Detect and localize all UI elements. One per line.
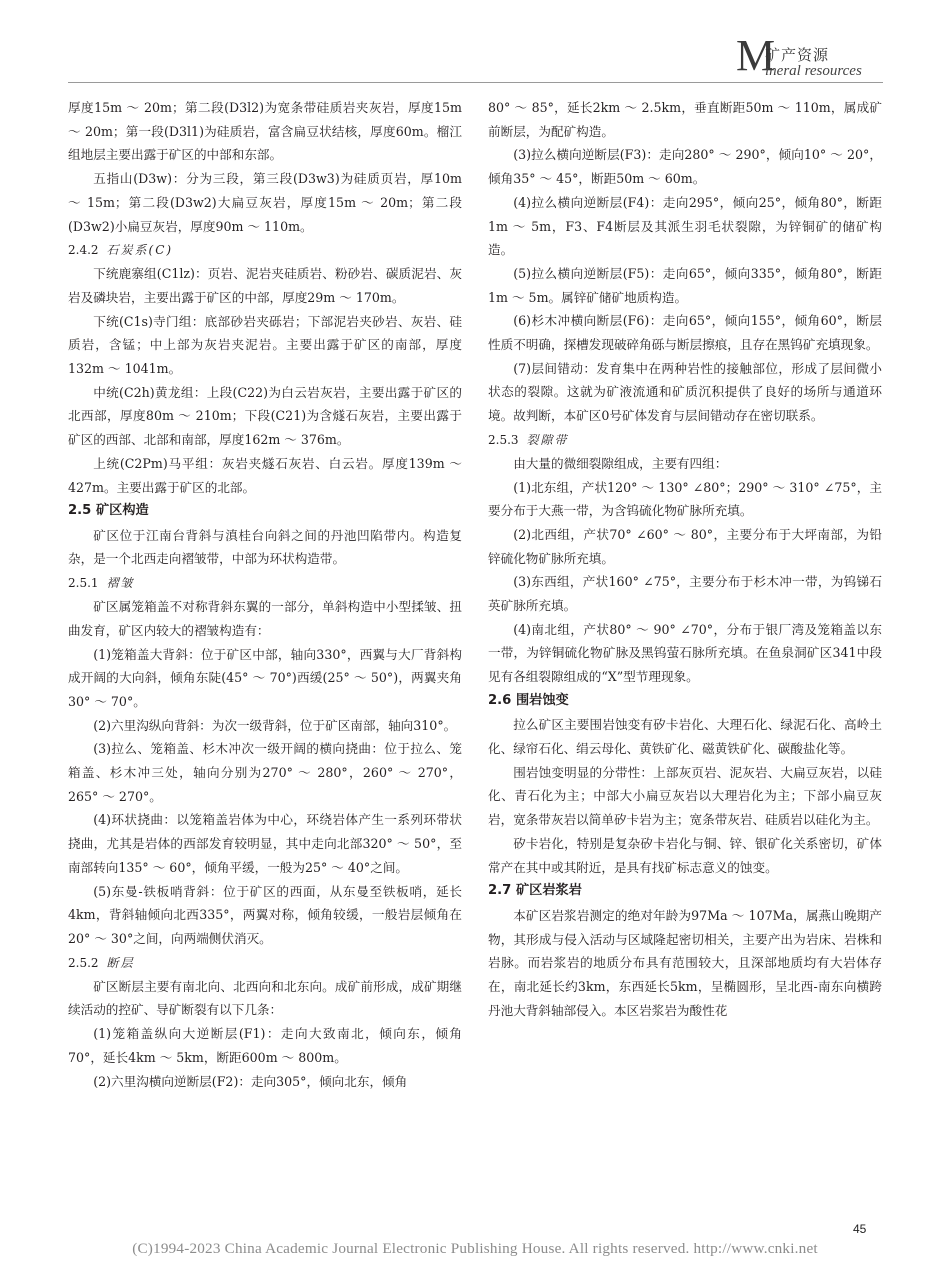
paragraph: (4)南北组，产状80° ～ 90° ∠70°，分布于银厂湾及笼箱盖以东一带，为锌铜硫化物矿脉及黑钨萤石脉所充填。在鱼泉洞矿区341中段见有各组裂隙组成的“X”型节理现象。: [488, 621, 882, 685]
subsection-title: 褶皱: [106, 576, 135, 591]
paragraph: 矿区属笼箱盖不对称背斜东翼的一部分，单斜构造中小型揉皱、扭曲发育，矿区内较大的褶皱构造有：: [68, 599, 462, 638]
right-column: [488, 96, 882, 1022]
logo-letter-m: M: [736, 31, 776, 80]
paragraph: 下统鹿寨组(C1lz)：页岩、泥岩夹硅质岩、粉砂岩、碳质泥岩、灰岩及磷块岩，主要出露于矿区的中部，厚度29m ～ 170m。: [68, 266, 462, 305]
subsection-number: 2.5.3: [488, 432, 519, 447]
paragraph: (2)六里沟横向逆断层(F2)：走向305°，倾向北东，倾角: [93, 1073, 408, 1089]
subsection-heading: [68, 951, 462, 975]
paragraph: 中统(C2h)黄龙组：上段(C22)为白云岩灰岩，主要出露于矿区的北西部，厚度80m ～ 210m；下段(C21)为含燧石灰岩，主要出露于矿区的西部、北部和南部，厚度162m ～ 376m。: [68, 384, 462, 448]
paragraph: (6)杉木冲横向断层(F6)：走向65°，倾向155°，倾角60°，断层性质不明确，探槽发现破碎角砾与断层擦痕，且存在黑钨矿充填现象。: [488, 313, 882, 353]
page-number: 45: [853, 1222, 867, 1236]
paragraph: (4)拉么横向逆断层(F4)：走向295°，倾向25°，倾角80°，断距1m ～ 5m，F3、F4断层及其派生羽毛状裂隙，为锌铜矿的储矿构造。: [488, 194, 882, 258]
paragraph: 上统(C2Pm)马平组：灰岩夹燧石灰岩、白云岩。厚度139m ～ 427m。主要出露于矿区的北部。: [68, 455, 462, 495]
paragraph: (7)层间错动：发育集中在两种岩性的接触部位，形成了层间微小状态的裂隙。这就为矿液流通和矿质沉积提供了良好的场所与通道环境。故判断，本矿区0号矿体发育与层间错动存在密切联系。: [488, 360, 882, 424]
copyright-footer: (C)1994-2023 China Academic Journal Electronic Publishing House. All rights reserved. http://www.cnki.net: [132, 1240, 818, 1257]
section-heading: 2.5 矿区构造: [68, 503, 149, 519]
paragraph: 本矿区岩浆岩测定的绝对年龄为97Ma ～ 107Ma，属燕山晚期产物，其形成与侵入活动与区域隆起密切相关，主要产出为岩床、岩株和岩脉。而岩浆岩的地质分布具有范围较大，且深部地质均有大岩体存在，南北延长约3km，东西延长5km，呈椭圆形，呈北西-南东向横跨丹池大背斜轴部侵入。本区岩浆岩为酸性花: [488, 907, 882, 1018]
subsection-title: 断层: [106, 955, 135, 970]
paragraph: 由大量的微细裂隙组成，主要有四组：: [513, 455, 728, 471]
subsection-heading: [68, 571, 462, 595]
header-divider: [68, 82, 883, 83]
paragraph: (1)笼箱盖大背斜：位于矿区中部，轴向330°，西翼与大厂背斜构成开阔的大向斜，倾角东陡(45° ～ 70°)西缓(25° ～ 50°)，两翼夹角30° ～ 70°。: [68, 646, 462, 709]
paragraph: (3)拉么横向逆断层(F3)：走向280° ～ 290°，倾向10° ～ 20°，倾角35° ～ 45°，断距50m ～ 60m。: [488, 147, 882, 187]
logo-english-title: ineral resources: [765, 63, 862, 79]
paragraph: (3)东西组，产状160° ∠75°，主要分布于杉木冲一带，为钨锑石英矿脉所充填。: [488, 574, 882, 614]
subsection-heading: [68, 238, 462, 262]
subsection-number: 2.4.2: [68, 243, 99, 258]
paragraph: (5)东曼-铁板哨背斜：位于矿区的西面，从东曼至铁板哨，延长4km，背斜轴倾向北西335°，两翼对称，倾角较缓，一般岩层倾角在20° ～ 30°之间，向两端侧伏消灭。: [68, 883, 462, 946]
subsection-title: 石炭系(C): [106, 243, 174, 258]
logo-chinese-title: 矿产资源: [765, 46, 830, 64]
paragraph: 厚度15m ～ 20m；第二段(D3l2)为宽条带硅质岩夹灰岩，厚度15m ～ 20m；第一段(D3l1)为硅质岩，富含扁豆状结核，厚度60m。榴江组地层主要出露于矿区的中部和东部。: [68, 100, 462, 163]
paragraph: 矿区位于江南台背斜与滇桂台向斜之间的丹池凹陷带内。构造复杂，是一个北西走向褶皱带，中部为环状构造带。: [68, 527, 462, 567]
paragraph: 围岩蚀变明显的分带性：上部灰页岩、泥灰岩、大扁豆灰岩，以硅化、青石化为主；中部大小扁豆灰岩以大理岩化为主；下部小扁豆灰岩，宽条带灰岩以简单矽卡岩为主；宽条带灰岩、硅质岩以硅化为主。: [488, 764, 882, 828]
paragraph: 拉么矿区主要围岩蚀变有矽卡岩化、大理石化、绿泥石化、高岭土化、绿帘石化、绢云母化、黄铁矿化、磁黄铁矿化、碳酸盐化等。: [488, 717, 882, 757]
subsection-number: 2.5.1: [68, 576, 99, 591]
paragraph: 五指山(D3w)：分为三段，第三段(D3w3)为硅质页岩，厚10m ～ 15m；第二段(D3w2)大扁豆灰岩，厚度15m ～ 20m；第二段(D3w2)小扁豆灰岩，厚度90m ～ 110m。: [68, 171, 462, 234]
paragraph: (2)北西组，产状70° ∠60° ～ 80°，主要分布于大坪南部，为铅锌硫化物矿脉所充填。: [488, 526, 882, 566]
paragraph: (4)环状挠曲：以笼箱盖岩体为中心，环绕岩体产生一系列环带状挠曲，尤其是岩体的西部发育较明显，其中走向北部320° ～ 50°，至南部转向135° ～ 60°，倾角平缓，一般为25° ～ 40°之间。: [68, 812, 462, 875]
subsection-number: 2.5.2: [68, 955, 99, 970]
paragraph: (1)北东组，产状120° ～ 130° ∠80°；290° ～ 310° ∠75°，主要分布于大燕一带，为含钨硫化物矿脉所充填。: [488, 479, 882, 519]
left-column: [68, 96, 462, 1093]
paragraph: 矽卡岩化，特别是复杂矽卡岩化与铜、锌、银矿化关系密切，矿体常产在其中或其附近，是具有找矿标志意义的蚀变。: [488, 835, 882, 875]
paragraph: (3)拉么、笼箱盖、杉木冲次一级开阔的横向挠曲：位于拉么、笼箱盖、杉木冲三处，轴向分别为270° ～ 280°，260° ～ 270°，265° ～ 270°。: [68, 741, 462, 804]
paragraph: 下统(C1s)寺门组：底部砂岩夹砾岩；下部泥岩夹砂岩、灰岩、硅质岩，含锰；中上部为灰岩夹泥岩。主要出露于矿区的南部，厚度132m ～ 1041m。: [68, 313, 462, 377]
paragraph: (1)笼箱盖纵向大逆断层(F1)：走向大致南北，倾向东，倾角70°，延长4km ～ 5km，断距600m ～ 800m。: [68, 1026, 462, 1065]
paragraph: 80° ～ 85°，延长2km ～ 2.5km，垂直断距50m ～ 110m，属成矿前断层，为配矿构造。: [488, 100, 882, 139]
paragraph: (5)拉么横向逆断层(F5)：走向65°，倾向335°，倾角80°，断距1m ～ 5m。属锌矿储矿地质构造。: [488, 265, 882, 305]
section-heading: 2.6 围岩蚀变: [488, 692, 569, 708]
paragraph: 矿区断层主要有南北向、北西向和北东向。成矿前形成，成矿期继续活动的控矿、导矿断裂有以下几条：: [68, 978, 462, 1018]
subsection-heading: [488, 428, 882, 452]
subsection-title: 裂隙带: [526, 432, 569, 447]
paragraph: (2)六里沟纵向背斜：为次一级背斜，位于矿区南部，轴向310°。: [93, 717, 457, 733]
section-heading: 2.7 矿区岩浆岩: [488, 883, 582, 899]
